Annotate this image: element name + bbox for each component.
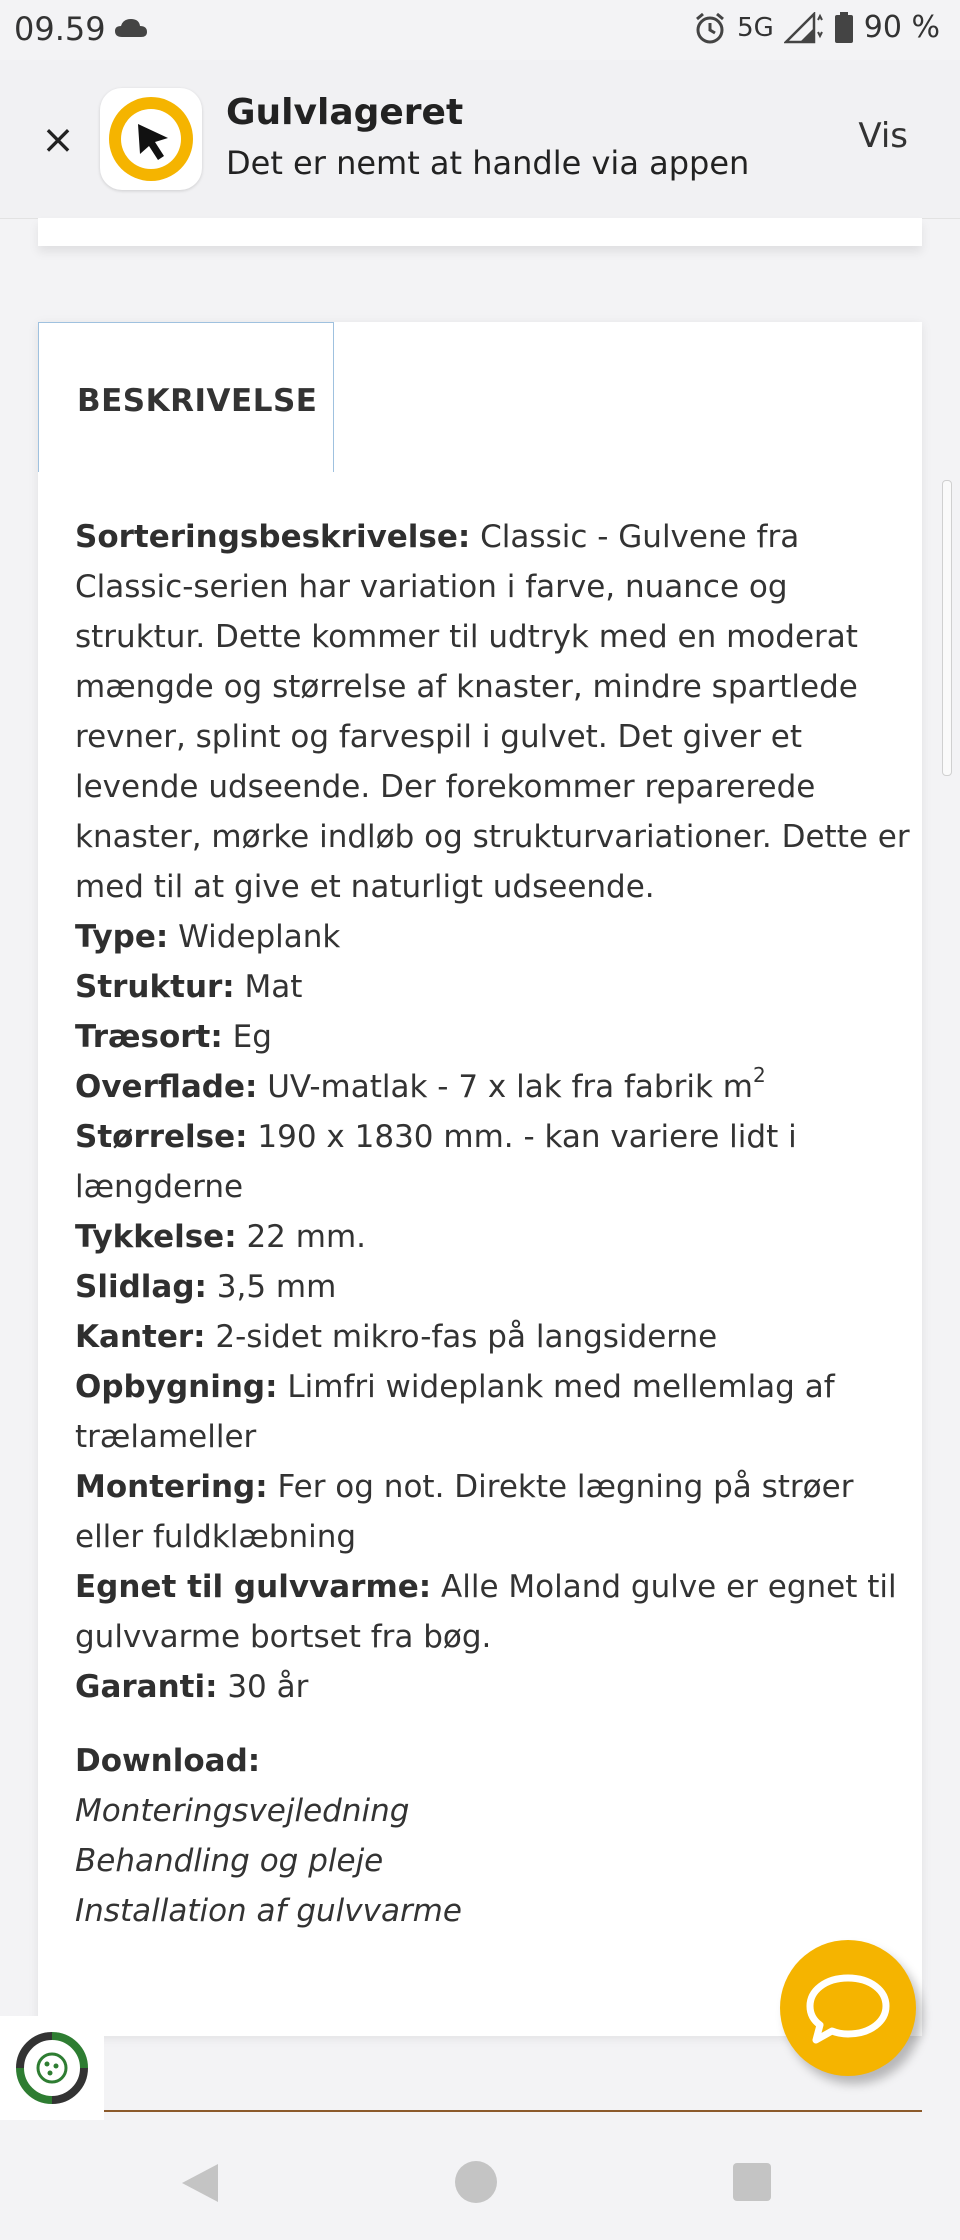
- spec-label: Slidlag:: [75, 1269, 207, 1305]
- spec-value: Classic - Gulvene fra Classic-serien har variation i farve, nuance og struktur. Dette kommer til udtryk med en moderat mængde og størrelse af knaster, mindre spartlede revner, splint og farvespil i gulvet. Det giver et levende udseende. Der forekommer reparerede knaster, mørke indløb og strukturvariationer. Dette er med til at give et naturligt udseende.: [75, 519, 910, 905]
- status-bar: [0, 0, 960, 60]
- spec-value: 2-sidet mikro-fas på langsiderne: [205, 1319, 718, 1355]
- spec-value: Eg: [222, 1019, 272, 1055]
- spec-wood: [75, 1012, 915, 1062]
- cursor-arrow-icon: [100, 88, 202, 190]
- footer-divider: [104, 2110, 922, 2112]
- download-link-floor-heating[interactable]: [75, 1886, 915, 1936]
- spec-label: Garanti:: [75, 1669, 218, 1705]
- recent-apps-icon[interactable]: [733, 2163, 771, 2201]
- app-logo[interactable]: [100, 88, 202, 190]
- spec-value: Limfri wideplank med mellemlag af trælameller: [75, 1369, 835, 1455]
- download-label: Download:: [75, 1743, 261, 1779]
- spec-superscript: 2: [752, 1062, 766, 1087]
- spec-label: Sorteringsbeskrivelse:: [75, 519, 471, 555]
- download-link-text[interactable]: Monteringsvejledning: [75, 1793, 410, 1829]
- close-icon[interactable]: ×: [41, 117, 75, 163]
- spec-size: [75, 1112, 915, 1212]
- spec-type: [75, 912, 915, 962]
- spec-label: Montering:: [75, 1469, 268, 1505]
- spec-floor-heating: [75, 1562, 915, 1662]
- chat-bubble-icon: [780, 1940, 916, 2076]
- spec-value: 190 x 1830 mm. - kan variere lidt i længderne: [75, 1119, 797, 1205]
- download-link-installation-guide[interactable]: [75, 1786, 915, 1836]
- view-app-button[interactable]: Vis: [858, 116, 908, 156]
- battery-icon: [834, 12, 854, 44]
- download-link-text[interactable]: Installation af gulvvarme: [75, 1893, 462, 1929]
- spec-label: Kanter:: [75, 1319, 206, 1355]
- spec-edges: [75, 1312, 915, 1362]
- product-description-card: [38, 322, 922, 2036]
- download-link-text[interactable]: Behandling og pleje: [75, 1843, 384, 1879]
- recycle-icon: [0, 2016, 104, 2120]
- spec-wear-layer: [75, 1262, 915, 1312]
- alarm-icon: [693, 11, 727, 45]
- cloud-icon: [114, 18, 148, 38]
- app-install-banner: [0, 60, 960, 219]
- eco-badge[interactable]: [0, 2016, 104, 2120]
- spec-value: 30 år: [217, 1669, 309, 1705]
- sorting-paragraph: [75, 512, 915, 912]
- spec-label: Struktur:: [75, 969, 235, 1005]
- previous-card: [38, 218, 922, 246]
- spec-structure: [75, 962, 915, 1012]
- spec-value: UV-matlak - 7 x lak fra fabrik m: [257, 1069, 753, 1105]
- spec-installation: [75, 1462, 915, 1562]
- description-content: [75, 512, 915, 1936]
- spec-label: Tykkelse:: [75, 1219, 237, 1255]
- tab-description[interactable]: [38, 322, 334, 472]
- spec-value: 22 mm.: [236, 1219, 367, 1255]
- spec-label: Størrelse:: [75, 1119, 248, 1155]
- spec-construction: [75, 1362, 915, 1462]
- spec-value: 3,5 mm: [206, 1269, 337, 1305]
- status-icons: [693, 10, 940, 45]
- spec-thickness: [75, 1212, 915, 1262]
- download-link-care[interactable]: [75, 1836, 915, 1886]
- spec-surface: [75, 1062, 915, 1112]
- spec-warranty: [75, 1662, 915, 1712]
- spec-label: Egnet til gulvvarme:: [75, 1569, 432, 1605]
- spec-label: Overflade:: [75, 1069, 258, 1105]
- home-icon[interactable]: [455, 2161, 497, 2203]
- chat-button[interactable]: [780, 1940, 916, 2076]
- spec-label: Træsort:: [75, 1019, 223, 1055]
- battery-level: 90 %: [863, 10, 940, 45]
- download-heading: [75, 1736, 915, 1786]
- spec-value: Wideplank: [168, 919, 341, 955]
- tab-label: BESKRIVELSE: [77, 383, 318, 419]
- spec-value: Mat: [234, 969, 303, 1005]
- spec-label: Type:: [75, 919, 169, 955]
- network-type: 5G: [737, 12, 774, 43]
- system-nav-bar: [0, 2120, 960, 2240]
- signal-icon: [784, 12, 824, 44]
- spec-label: Opbygning:: [75, 1369, 278, 1405]
- spec-value: Fer og not. Direkte lægning på strøer eller fuldklæbning: [75, 1469, 854, 1555]
- app-name: Gulvlageret: [226, 92, 464, 133]
- app-subtitle: Det er nemt at handle via appen: [226, 144, 750, 182]
- status-time: 09.59: [14, 10, 106, 48]
- spec-value: Alle Moland gulve er egnet til gulvvarme bortset fra bøg.: [75, 1569, 897, 1655]
- page-scrollbar[interactable]: [942, 480, 952, 776]
- back-icon[interactable]: [180, 2162, 220, 2204]
